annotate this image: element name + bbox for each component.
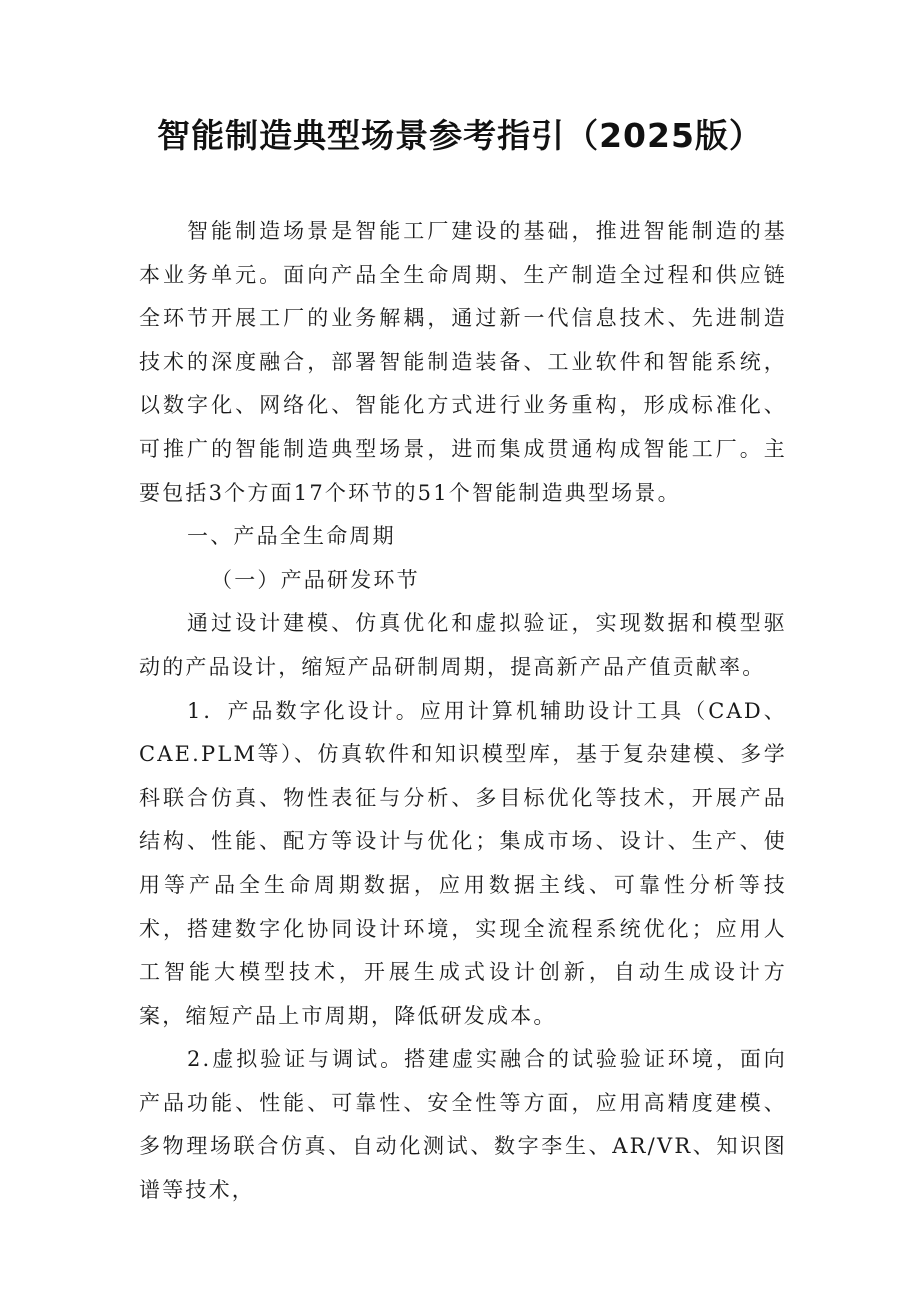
item-paragraph-1: 1．产品数字化设计。应用计算机辅助设计工具（CAD、CAE.PLM等）、仿真软件和知识模型库，基于复杂建模、多学科联合仿真、物性表征与分析、多目标优化等技术，开展产品结构、性能、配方等设计与优化；集成市场、设计、生产、使用等产品全生命周期数据，应用数据主线、可靠性分析等技术，搭建数字化协同设计环境，实现全流程系统优化；应用人工智能大模型技术，开展生成式设计创新，自动生成设计方案，缩短产品上市周期，降低研发成本。 bbox=[139, 698, 787, 1028]
section-heading: 一、产品全生命周期 bbox=[187, 524, 396, 549]
intro-paragraph: 智能制造场景是智能工厂建设的基础，推进智能制造的基本业务单元。面向产品全生命周期、生产制造全过程和供应链全环节开展工厂的业务解耦，通过新一代信息技术、先进制造技术的深度融合，部署智能制造装备、工业软件和智能系统，以数字化、网络化、智能化方式进行业务重构，形成标准化、可推广的智能制造典型场景，进而集成贯通构成智能工厂。主要包括3个方面17个环节的51个智能制造典型场景。 bbox=[139, 219, 787, 505]
document-body bbox=[139, 210, 787, 1213]
document-title: 智能制造典型场景参考指引（2025版） bbox=[157, 116, 763, 155]
subsection-summary: 通过设计建模、仿真优化和虚拟验证，实现数据和模型驱动的产品设计，缩短产品研制周期，提高新产品产值贡献率。 bbox=[139, 611, 787, 679]
subsection-heading: （一）产品研发环节 bbox=[211, 567, 420, 592]
item-paragraph-2: 2.虚拟验证与调试。搭建虚实融合的试验验证环境，面向产品功能、性能、可靠性、安全性等方面，应用高精度建模、多物理场联合仿真、自动化测试、数字李生、AR/VR、知识图谱等技术， bbox=[139, 1047, 787, 1203]
